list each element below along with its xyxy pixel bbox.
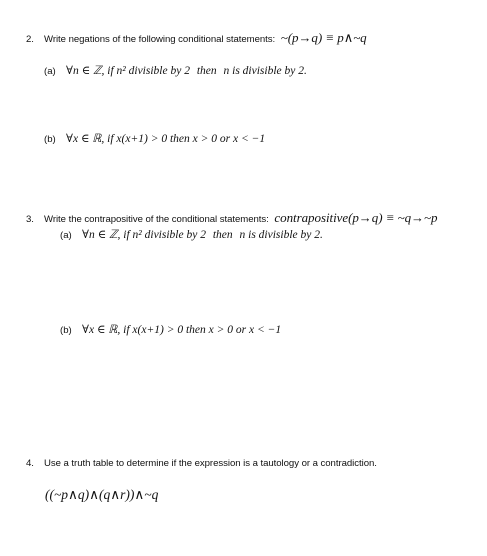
- q2-b: [44, 134, 265, 146]
- q4-heading: [26, 459, 377, 469]
- q3-b-stmt: if x(x+1) > 0 then x > 0 or x < −1: [123, 324, 282, 336]
- q3-prompt: Write the contrapositive of the conditional statements:: [44, 214, 269, 225]
- q3-a: [60, 230, 323, 242]
- q4-expression: ((~p∧q)∧(q∧r))∧~q: [45, 487, 159, 502]
- q3-b-label: (b): [60, 325, 72, 336]
- q2-number: 2.: [26, 34, 34, 45]
- q3-number: 3.: [26, 214, 34, 225]
- q2-heading: [26, 31, 367, 45]
- q3-b: [60, 325, 281, 337]
- q3-formula: contrapositive(p→q) ≡ ~q→~p: [274, 210, 438, 225]
- q2-b-stmt: if x(x+1) > 0 then x > 0 or x < −1: [107, 133, 266, 145]
- q4-prompt: Use a truth table to determine if the expression is a tautology or a contradiction.: [44, 458, 377, 469]
- q3-heading: [26, 211, 437, 225]
- q2-a-conc: n is divisible by 2.: [223, 65, 307, 77]
- q2-a-label: (a): [44, 66, 56, 77]
- q3-a-if: if n² divisible by 2: [123, 229, 206, 241]
- q3-a-label: (a): [60, 230, 72, 241]
- q2-prompt: Write negations of the following conditional statements:: [44, 34, 276, 45]
- q2-a-quant: ∀n ∈ ℤ,: [66, 65, 105, 77]
- q2-a-then: then: [196, 65, 217, 77]
- q2-formula: ~(p→q) ≡ p∧~q: [280, 30, 367, 45]
- q3-b-quant: ∀x ∈ ℝ,: [82, 324, 121, 336]
- q3-a-conc: n is divisible by 2.: [239, 229, 323, 241]
- q2-b-label: (b): [44, 134, 56, 145]
- q4-number: 4.: [26, 458, 34, 469]
- q2-a-if: if n² divisible by 2: [107, 65, 190, 77]
- q2-a: [44, 66, 307, 78]
- q3-a-then: then: [212, 229, 233, 241]
- q2-b-quant: ∀x ∈ ℝ,: [66, 133, 105, 145]
- q3-a-quant: ∀n ∈ ℤ,: [82, 229, 121, 241]
